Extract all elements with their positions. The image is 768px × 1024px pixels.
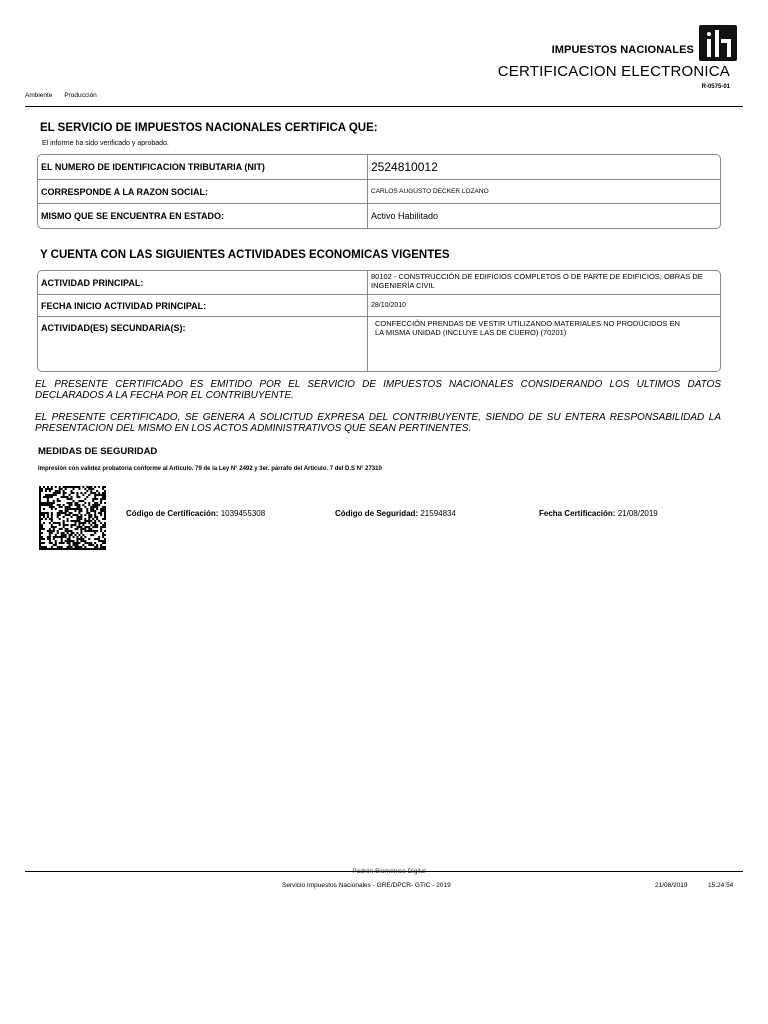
responsibility-paragraph: EL PRESENTE CERTIFICADO, SE GENERA A SOLICITUD EXPRESA DEL CONTRIBUYENTE, SIENDO DE SU ENTERA RESPONSABILIDAD LA PRESENTACION DEL MISMO EN LOS ACTOS ADMINISTRATIVOS QUE SEAN PERTINENTES.	[35, 412, 721, 434]
table-row	[38, 180, 720, 204]
fecha-inicio-label: FECHA INICIO ACTIVIDAD PRINCIPAL:	[38, 295, 368, 316]
cert-date	[539, 509, 658, 518]
verification-note: El informe ha sido verificado y aprobado.	[42, 140, 169, 147]
environment-info	[25, 92, 97, 99]
taxpayer-info-table	[37, 154, 721, 229]
cert-code-label: Código de Certificación:	[126, 509, 219, 518]
header-divider	[25, 106, 743, 107]
agency-name: IMPUESTOS NACIONALES	[551, 44, 694, 56]
razon-social-label: CORRESPONDE A LA RAZON SOCIAL:	[38, 180, 368, 203]
razon-social-value: CARLOS AUGUSTO DECKER LOZANO	[371, 188, 489, 195]
fecha-inicio-value: 28/10/2010	[371, 302, 407, 309]
disclaimer-paragraph: EL PRESENTE CERTIFICADO ES EMITIDO POR EL SERVICIO DE IMPUESTOS NACIONALES CONSIDERANDO LOS ULTIMOS DATOS DECLARADOS A LA FECHA POR EL CONTRIBUYENTE.	[35, 379, 721, 401]
document-code: R-0575-01	[701, 84, 730, 90]
table-row	[38, 271, 720, 295]
activities-table	[37, 270, 721, 372]
nit-value: 2524810012	[371, 160, 438, 174]
qr-code	[39, 486, 106, 550]
activities-heading: Y CUENTA CON LAS SIGUIENTES ACTIVIDADES ECONOMICAS VIGENTES	[40, 249, 450, 261]
estado-value: Activo Habilitado	[371, 211, 439, 221]
certify-heading: EL SERVICIO DE IMPUESTOS NACIONALES CERTIFICA QUE:	[40, 122, 378, 134]
footer-system-name: Padrón Biométrico Digital	[352, 868, 426, 875]
security-heading: MEDIDAS DE SEGURIDAD	[38, 446, 158, 457]
document-title: CERTIFICACION ELECTRONICA	[497, 63, 730, 80]
legal-notice: Impresión con validez probatoria conforme al Artículo. 79 de la Ley N° 2492 y 3er. párrafo del Artículo. 7 del D.S N° 27310	[38, 466, 382, 472]
actividad-secundaria-label: ACTIVIDAD(ES) SECUNDARIA(S):	[38, 317, 368, 371]
environment-label: Ambiente	[25, 92, 53, 99]
security-code-label: Código de Seguridad:	[335, 509, 419, 518]
impuestos-nacionales-logo	[699, 25, 737, 61]
nit-label: EL NUMERO DE IDENTIFICACION TRIBUTARIA (NIT)	[38, 155, 368, 179]
environment-value: Producción	[64, 92, 97, 99]
cert-code	[126, 509, 265, 518]
actividad-principal-label: ACTIVIDAD PRINCIPAL:	[38, 271, 368, 294]
table-row	[38, 295, 720, 317]
estado-label: MISMO QUE SE ENCUENTRA EN ESTADO:	[38, 204, 368, 228]
cert-date-value: 21/08/2019	[617, 509, 658, 518]
security-code-value: 21594834	[420, 509, 456, 518]
actividad-secundaria-value: CONFECCIÓN PRENDAS DE VESTIR UTILIZANDO MATERIALES NO PRODUCIDOS EN LA MISMA UNIDAD (INCLUYE LAS DE CUERO) (70201)	[375, 319, 680, 337]
table-row	[38, 317, 720, 371]
cert-code-value: 1039455308	[220, 509, 266, 518]
security-code	[335, 509, 456, 518]
actividad-principal-value: 80102 - CONSTRUCCIÓN DE EDIFICIOS COMPLETOS O DE PARTE DE EDIFICIOS; OBRAS DE INGENIERÍA CIVIL	[371, 272, 703, 290]
footer-date: 21/08/2019	[655, 882, 688, 889]
table-row	[38, 155, 720, 180]
footer-issuer: Servicio Impuestos Nacionales - GRE/DPCR- GTIC - 2019	[282, 882, 451, 889]
footer-divider	[25, 871, 743, 872]
table-row	[38, 204, 720, 228]
footer-time: 15:24:54	[708, 882, 734, 889]
cert-date-label: Fecha Certificación:	[539, 509, 616, 518]
